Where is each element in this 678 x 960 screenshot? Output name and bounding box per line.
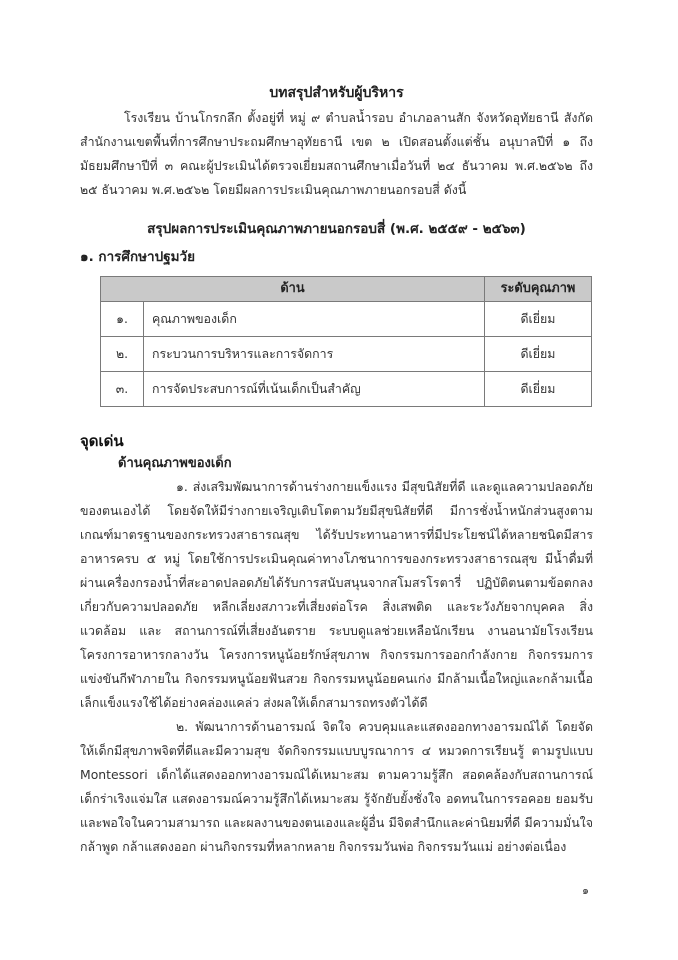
table-row — [101, 337, 592, 372]
row-level: ดีเยี่ยม — [485, 337, 592, 372]
row-aspect: คุณภาพของเด็ก — [144, 302, 485, 337]
section-heading: ๑. การศึกษาปฐมวัย — [80, 249, 196, 265]
highlight-paragraph-1 — [80, 475, 593, 715]
paragraph-text: ๒. พัฒนาการด้านอารมณ์ จิตใจ ควบคุมและแสดงออกทางอารมณ์ได้ โดยจัดให้เด็กมีสุขภาพจิตที่ดีและมีความสุข จัดกิจกรรมแบบบูรณาการ ๔ หมวดการเรียนรู้ ตามรูปแบบ Montessori เด็กได้แสดงออกทางอารมณ์ได้เหมาะสม ตามความรู้สึก สอดคล้องกับสถานการณ์ เด็กร่าเริงแจ่มใส แสดงอารมณ์ความรู้สึกได้เหมาะสม รู้จักยับยั้งชั่งใจ อดทนในการรอคอย ยอมรับและพอใจในความสามารถ และผลงานของตนเองและผู้อื่น มีจิตสำนึกและค่านิยมที่ดี มีความมั่นใจ กล้าพูด กล้าแสดงออก ผ่านกิจกรรมที่หลากหลาย กิจกรรมวันพ่อ กิจกรรมวันแม่ อย่างต่อเนื่อง — [80, 719, 593, 854]
header-aspect: ด้าน — [101, 277, 485, 302]
row-level: ดีเยี่ยม — [485, 372, 592, 407]
highlights-heading: จุดเด่น — [80, 432, 124, 450]
summary-title: สรุปผลการประเมินคุณภาพภายนอกรอบสี่ (พ.ศ. ๒๕๕๙ - ๒๕๖๓) — [147, 221, 526, 237]
table-header-row — [101, 277, 592, 302]
header-level: ระดับคุณภาพ — [485, 277, 592, 302]
row-aspect: การจัดประสบการณ์ที่เน้นเด็กเป็นสำคัญ — [144, 372, 485, 407]
row-aspect: กระบวนการบริหารและการจัดการ — [144, 337, 485, 372]
page-number: ๑ — [582, 884, 589, 897]
page-title: บทสรุปสำหรับผู้บริหาร — [269, 85, 404, 101]
aspect-heading: ด้านคุณภาพของเด็ก — [118, 456, 232, 471]
paragraph-text: ๑. ส่งเสริมพัฒนาการด้านร่างกายแข็งแรง มีสุขนิสัยที่ดี และดูแลความปลอดภัยของตนเองได้ โดยจัดให้มีร่างกายเจริญเติบโตตามวัยมีสุขนิสัยที่ดี มีการชั่งน้ำหนักส่วนสูงตามเกณฑ์มาตรฐานของกระทรวงสาธารณสุข ได้รับประทานอาหารที่มีประโยชน์ได้หลายชนิดมีสารอาหารครบ ๕ หมู่ โดยใช้การประเมินคุณค่าทางโภชนาการของกระทรวงสาธารณสุข มีน้ำดื่มที่ผ่านเครื่องกรองน้ำที่สะอาดปลอดภัยได้รับการสนับสนุนจากสโมสรโรตารี่ ปฏิบัติตนตามข้อตกลง เกี่ยวกับความปลอดภัย หลีกเลี่ยงสภาวะที่เสี่ยงต่อโรค สิ่งเสพติด และระวังภัยจากบุคคล สิ่งแวดล้อม และ สถานการณ์ที่เสี่ยงอันตราย ระบบดูแลช่วยเหลือนักเรียน งานอนามัยโรงเรียน โครงการอาหารกลางวัน โครงการหนูน้อยรักษ์สุขภาพ กิจกรรมการออกกำลังกาย กิจกรรมการแข่งขันกีฬาภายใน กิจกรรมหนูน้อยฟันสวย กิจกรรมหนูน้อยคนเก่ง มีกล้ามเนื้อใหญ่และกล้ามเนื้อเล็กแข็งแรงใช้ได้อย่างคล่องแคล่ว ส่งผลให้เด็กสามารถทรงตัวได้ดี — [80, 479, 593, 710]
quality-table — [100, 276, 592, 407]
intro-paragraph — [80, 106, 593, 202]
highlight-paragraph-2 — [80, 715, 593, 859]
row-level: ดีเยี่ยม — [485, 302, 592, 337]
intro-text: โรงเรียน บ้านโกรกลึก ตั้งอยู่ที่ หมู่ ๙ ตำบลน้ำรอบ อำเภอลานสัก จังหวัดอุทัยธานี สังกัดสำนักงานเขตพื้นที่การศึกษาประถมศึกษาอุทัยธานี เขต ๒ เปิดสอนตั้งแต่ชั้น อนุบาลปีที่ ๑ ถึงมัธยมศึกษาปีที่ ๓ คณะผู้ประเมินได้ตรวจเยี่ยมสถานศึกษาเมื่อวันที่ ๒๔ ธันวาคม พ.ศ.๒๕๖๒ ถึง ๒๕ ธันวาคม พ.ศ.๒๕๖๒ โดยมีผลการประเมินคุณภาพภายนอกรอบสี่ ดังนี้ — [80, 110, 593, 197]
table-row — [101, 302, 592, 337]
row-number: ๒. — [101, 337, 144, 372]
table-row — [101, 372, 592, 407]
row-number: ๓. — [101, 372, 144, 407]
row-number: ๑. — [101, 302, 144, 337]
